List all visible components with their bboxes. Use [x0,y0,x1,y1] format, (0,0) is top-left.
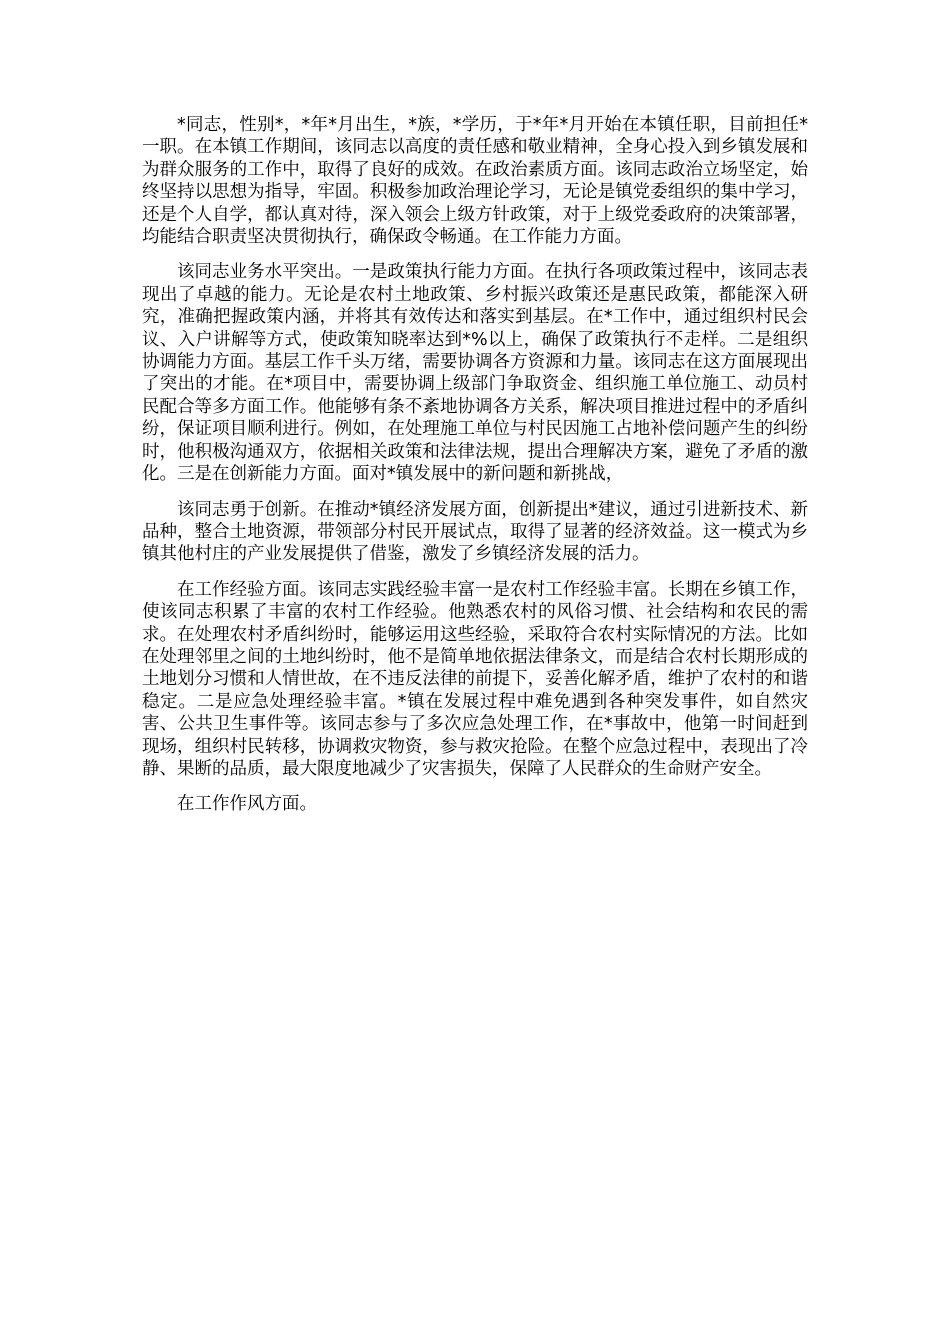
paragraph-3: 该同志勇于创新。在推动*镇经济发展方面，创新提出*建议，通过引进新技术、新品种，整合土地资源，带领部分村民开展试点，取得了显著的经济效益。这一模式为乡镇其他村庄的产业发展提供了借鉴，激发了乡镇经济发展的活力。 [142,499,808,565]
paragraph-5: 在工作作风方面。 [177,794,317,815]
paragraph-1: *同志，性别*，*年*月出生，*族，*学历，于*年*月开始在本镇任职，目前担任*一职。在本镇工作期间，该同志以高度的责任感和敬业精神，全身心投入到乡镇发展和为群众服务的工作中，取得了良好的成效。在政治素质方面。该同志政治立场坚定，始终坚持以思想为指导，牢固。积极参加政治理论学习，无论是镇党委组织的集中学习，还是个人自学，都认真对待，深入领会上级方针政策，对于上级党委政府的决策部署，均能结合职责坚决贯彻执行，确保政令畅通。在工作能力方面。 [142,115,808,248]
paragraph-4: 在工作经验方面。该同志实践经验丰富一是农村工作经验丰富。长期在乡镇工作，使该同志积累了丰富的农村工作经验。他熟悉农村的风俗习惯、社会结构和农民的需求。在处理农村矛盾纠纷时，能够运用这些经验，采取符合农村实际情况的方法。比如在处理邻里之间的土地纠纷时，他不是简单地依据法律条文，而是结合农村长期形成的土地划分习惯和人情世故，在不违反法律的前提下，妥善化解矛盾，维护了农村的和谐稳定。二是应急处理经验丰富。*镇在发展过程中难免遇到各种突发事件，如自然灾害、公共卫生事件等。该同志参与了多次应急处理工作，在*事故中，他第一时间赶到现场，组织村民转移，协调救灾物资，参与救灾抢险。在整个应急过程中，表现出了冷静、果断的品质，最大限度地减少了灾害损失，保障了人民群众的生命财产安全。 [142,579,808,779]
document-body [142,114,808,829]
paragraph-2: 该同志业务水平突出。一是政策执行能力方面。在执行各项政策过程中，该同志表现出了卓越的能力。无论是农村土地政策、乡村振兴政策还是惠民政策，都能深入研究，准确把握政策内涵，并将其有效传达和落实到基层。在*工作中，通过组织村民会议、入户讲解等方式，使政策知晓率达到*%以上，确保了政策执行不走样。二是组织协调能力方面。基层工作千头万绪，需要协调各方资源和力量。该同志在这方面展现出了突出的才能。在*项目中，需要协调上级部门争取资金、组织施工单位施工、动员村民配合等多方面工作。他能够有条不紊地协调各方关系，解决项目推进过程中的矛盾纠纷，保证项目顺利进行。例如，在处理施工单位与村民因施工占地补偿问题产生的纠纷时，他积极沟通双方，依据相关政策和法律法规，提出合理解决方案，避免了矛盾的激化。三是在创新能力方面。面对*镇发展中的新问题和新挑战， [142,262,808,485]
